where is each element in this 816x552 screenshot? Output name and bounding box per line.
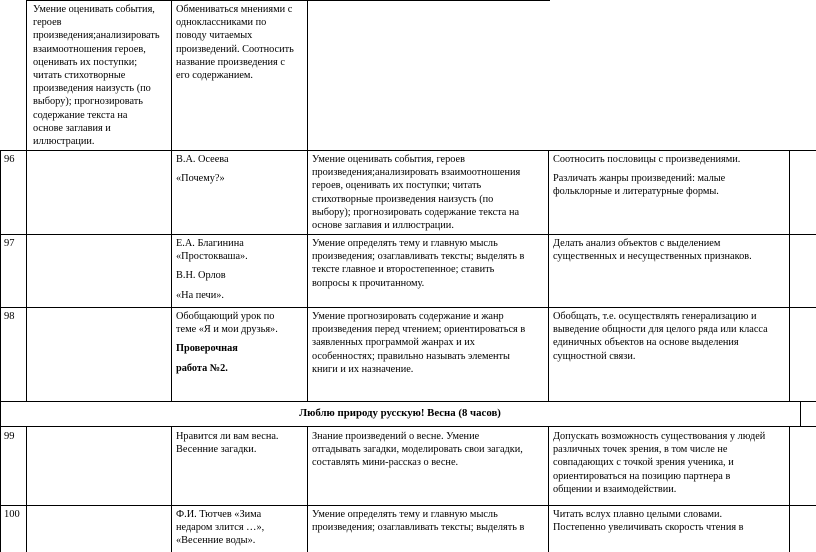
text-line: Умение оценивать события, — [33, 4, 155, 15]
text-line: героев, оценивать их поступки; читать — [312, 180, 482, 192]
text-line: произведений. Соотносить — [176, 43, 294, 55]
skills-cell — [312, 310, 525, 376]
test-label: Проверочная — [176, 343, 238, 355]
text-line: книги и их назначение. — [312, 363, 414, 375]
text-line: Умение оценивать события, героев — [312, 154, 465, 165]
text-line: «Весенние воды». — [176, 535, 256, 547]
text-line: Е.А. Благинина — [176, 238, 244, 249]
col-rule-left — [0, 150, 1, 552]
section-rule-right — [800, 401, 801, 426]
text-line: В.Н. Орлов — [176, 270, 226, 282]
text-line: выбору); прогнозировать содержание текста на — [312, 206, 520, 218]
col-rule-4b — [548, 426, 549, 552]
text-line: Умение определять тему и главную мысль — [312, 509, 498, 520]
text-line: Умение прогнозировать содержание и жанр — [312, 311, 504, 322]
col-rule-3b — [307, 426, 308, 552]
text-line: Весенние загадки. — [176, 444, 257, 456]
text-line: читать стихотворные — [33, 70, 126, 82]
text-line: основе заглавия и иллюстрации. — [312, 220, 454, 232]
text-line: произведения;анализировать — [33, 30, 160, 42]
skills-cell — [312, 237, 524, 290]
text-line: Умение определять тему и главную мысль — [312, 238, 498, 249]
text-line: героев — [33, 17, 62, 29]
text-line: общении и взаимодействии. — [553, 483, 677, 495]
skills-cell — [312, 430, 523, 470]
text-line: совпадающих с точкой зрения ученика, и — [553, 457, 734, 469]
text-line: Различать жанры произведений: малые — [553, 173, 726, 185]
skills-cell — [312, 508, 524, 534]
row-number: 96 — [4, 154, 15, 165]
lesson-topic-cell — [176, 153, 229, 185]
col-rule-1b — [26, 426, 27, 552]
col-rule-4 — [548, 150, 549, 401]
test-label: работа №2. — [176, 362, 228, 374]
text-line: особенностях; правильно называть элементы — [312, 350, 510, 362]
text-line: Делать анализ объектов с выделением — [553, 238, 721, 249]
text-line: иллюстрации. — [33, 136, 95, 148]
text-line: произведения перед чтением; ориентироваться в — [312, 324, 526, 336]
text-line: вопросы к прочитанному. — [312, 277, 425, 289]
text-line: Обобщать, т.е. осуществлять генерализацию и — [553, 311, 757, 322]
text-line: Знание произведений о весне. Умение — [312, 431, 480, 442]
text-line: Постепенно увеличивать скорость чтения в — [553, 522, 744, 534]
text-line: название произведения с — [176, 56, 285, 68]
row-number: 100 — [4, 509, 20, 520]
text-line: фольклорные и литературные формы. — [553, 186, 719, 198]
text-line: одноклассниками по — [176, 17, 267, 29]
text-line: «Почему?» — [176, 173, 225, 185]
text-line: теме «Я и мои друзья». — [176, 324, 278, 336]
row-rule-97 — [0, 234, 816, 235]
col-rule-3 — [307, 0, 308, 401]
col-rule-2 — [171, 0, 172, 401]
row-rule-100 — [0, 505, 816, 506]
top-row-communication-cell — [176, 3, 294, 82]
text-line: Соотносить пословицы с произведениями. — [553, 154, 741, 165]
section-rule-top — [0, 401, 816, 402]
text-line: стихотворные произведения наизусть (по — [312, 193, 494, 205]
text-line: В.А. Осеева — [176, 154, 229, 165]
text-line: основе заглавия и — [33, 122, 111, 134]
lesson-topic-cell — [176, 310, 278, 375]
text-line: заявленных программой жанрах и их — [312, 337, 475, 349]
text-line: единичных объектов на основе выделения — [553, 337, 739, 349]
lesson-topic-cell — [176, 430, 279, 456]
text-line: отгадывать загадки, моделировать свои загадки, — [312, 444, 523, 456]
text-line: его содержанием. — [176, 70, 254, 82]
text-line: выбору); прогнозировать — [33, 96, 143, 108]
text-line: сущностной связи. — [553, 350, 636, 362]
text-line: различных точек зрения, в том числе не — [553, 444, 728, 456]
text-line: существенных и несущественных признаков. — [553, 251, 752, 263]
text-line: Нравится ли вам весна. — [176, 431, 279, 442]
row-rule-96 — [0, 150, 816, 151]
outcomes-cell — [553, 237, 752, 263]
row-number: 99 — [4, 431, 15, 442]
text-line: Ф.И. Тютчев «Зима — [176, 509, 262, 520]
text-line: ориентироваться на позицию партнера в — [553, 470, 731, 482]
lesson-topic-cell — [176, 508, 264, 548]
text-line: оценивать их поступки; — [33, 56, 138, 68]
row-number: 98 — [4, 311, 15, 322]
text-line: тексте главное и второстепенное; ставить — [312, 264, 495, 276]
top-row-skills-cell — [33, 3, 160, 148]
text-line: недаром злится …», — [176, 522, 265, 534]
text-line: поводу читаемых — [176, 30, 253, 42]
skills-cell — [312, 153, 520, 232]
col-rule-5b — [789, 426, 790, 552]
text-line: произведения; озаглавливать тексты; выделять в — [312, 251, 525, 263]
outcomes-cell — [553, 153, 740, 199]
table-rule-top — [26, 0, 550, 1]
text-line: Читать вслух плавно целыми словами. — [553, 509, 723, 520]
text-line: Допускать возможность существования у людей — [553, 431, 766, 442]
col-rule-2b — [171, 426, 172, 552]
outcomes-cell — [553, 310, 768, 363]
col-rule-1 — [26, 0, 27, 401]
text-line: взаимоотношения героев, — [33, 43, 146, 55]
text-line: Обмениваться мнениями с — [176, 4, 293, 15]
text-line: произведения наизусть (по — [33, 83, 151, 95]
text-line: Обобщающий урок по — [176, 311, 275, 322]
text-line: выведение общности для целого ряда или класса — [553, 324, 768, 336]
text-line: произведения;анализировать взаимоотношения — [312, 167, 521, 179]
row-number: 97 — [4, 238, 15, 249]
outcomes-cell — [553, 430, 765, 496]
text-line: произведения; озаглавливать тексты; выделять в — [312, 522, 525, 534]
text-line: составлять мини-рассказ о весне. — [312, 457, 459, 469]
section-heading: Люблю природу русскую! Весна (8 часов) — [299, 407, 501, 419]
text-line: «Простокваша». — [176, 251, 248, 263]
row-rule-98 — [0, 307, 816, 308]
col-rule-5 — [789, 150, 790, 401]
section-rule-bottom — [0, 426, 816, 427]
text-line: содержание текста на — [33, 109, 128, 121]
text-line: «На печи». — [176, 289, 224, 301]
lesson-topic-cell — [176, 237, 248, 302]
outcomes-cell — [553, 508, 744, 534]
